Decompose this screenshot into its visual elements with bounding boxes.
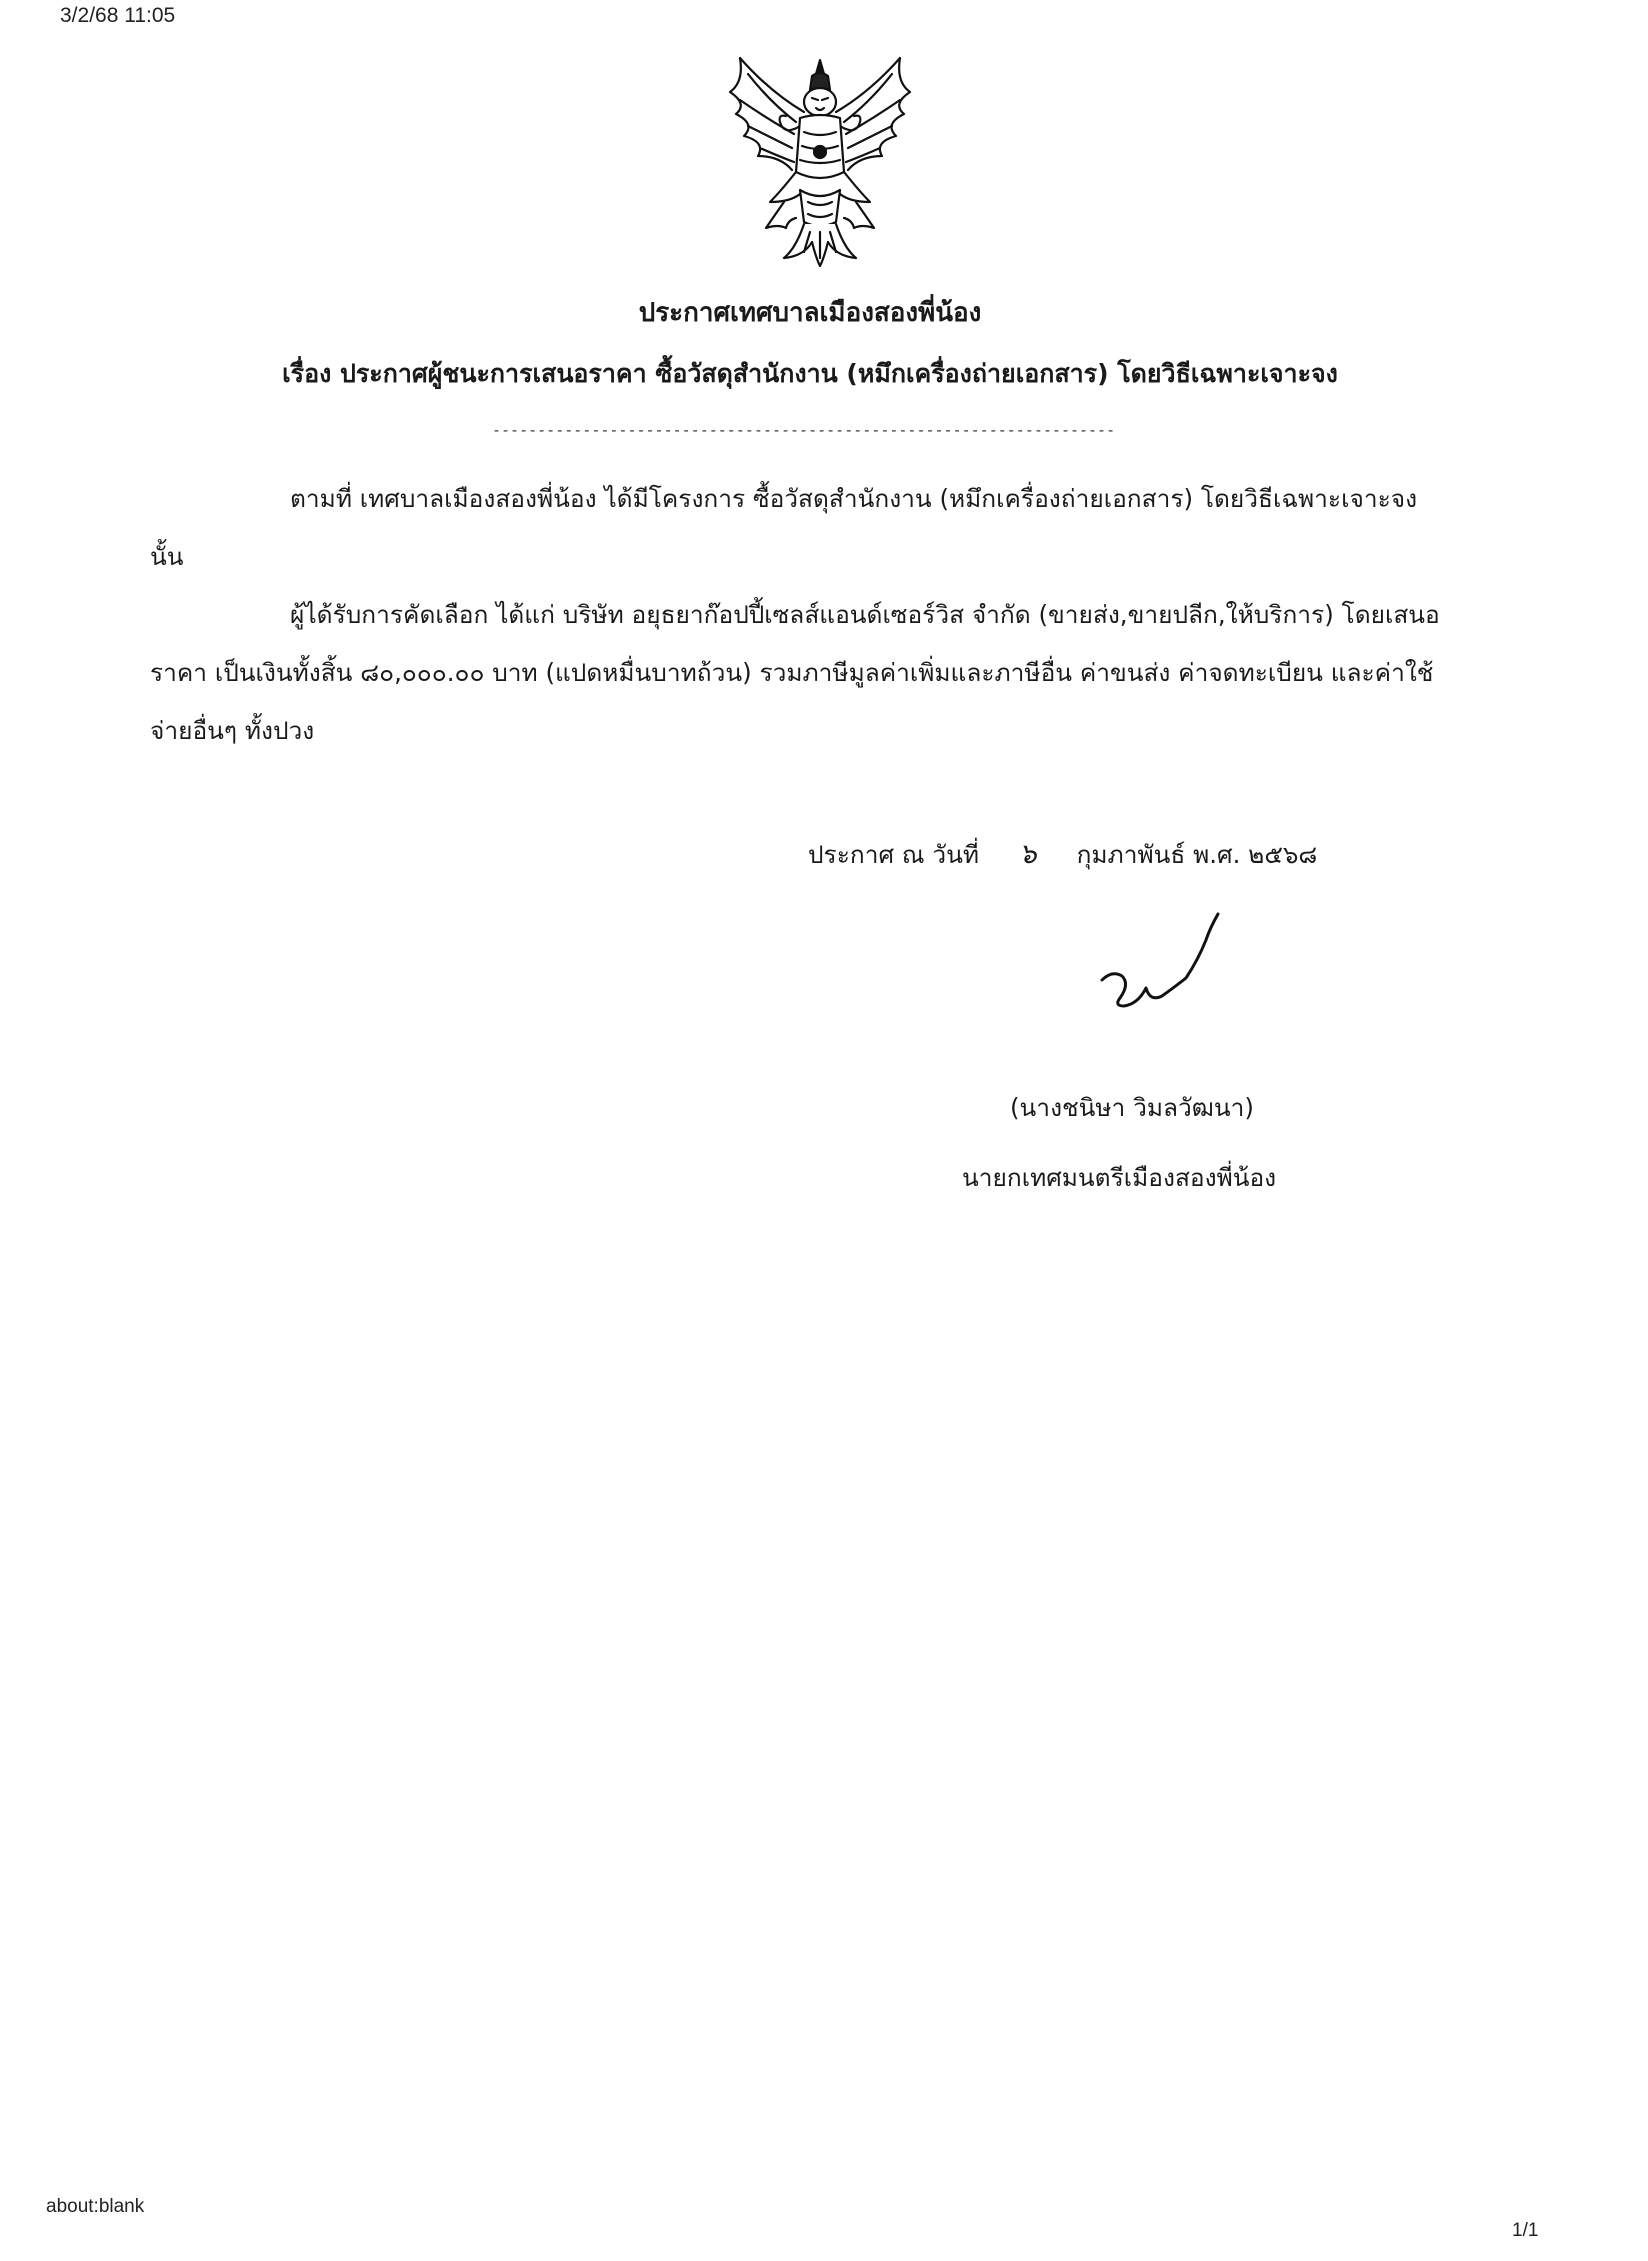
document-title: ประกาศเทศบาลเมืองสองพี่น้อง xyxy=(638,298,982,328)
garuda-emblem-icon xyxy=(700,52,940,292)
signer-name: (นางชนิษา วิมลวัฒนา) xyxy=(1010,1093,1254,1122)
paragraph-winner: ผู้ได้รับการคัดเลือก ได้แก่ บริษัท อยุธยาก๊อปปี้เซลส์แอนด์เซอร์วิส จำกัด (ขายส่ง,ขายปลีก,ให้บริการ) โดยเสนอราคา เป็นเงินทั้งสิ้น ๘๐,๐๐๐.๐๐ บาท (แปดหมื่นบาทถ้วน) รวมภาษีมูลค่าเพิ่มและภาษีอื่น ค่าขนส่ง ค่าจดทะเบียน และค่าใช้จ่ายอื่นๆ ทั้งปวง xyxy=(150,600,1440,745)
signer-position: นายกเทศมนตรีเมืองสองพี่น้อง xyxy=(962,1163,1277,1192)
announcement-date xyxy=(808,832,1317,876)
document-body xyxy=(150,470,1450,760)
document-subject: เรื่อง ประกาศผู้ชนะการเสนอราคา ซื้อวัสดุสำนักงาน (หมึกเครื่องถ่ายเอกสาร) โดยวิธีเฉพาะเจาะจง xyxy=(282,359,1338,388)
date-month-year: กุมภาพันธ์ พ.ศ. ๒๕๖๘ xyxy=(1076,840,1318,869)
print-page-number: 1/1 xyxy=(1512,2220,1539,2241)
divider-line: --------------------------------------------------------------------- xyxy=(492,421,1116,439)
date-day: ๖ xyxy=(1018,837,1037,870)
handwritten-signature xyxy=(1090,910,1240,1030)
paragraph-project: ตามที่ เทศบาลเมืองสองพี่น้อง ได้มีโครงการ ซื้อวัสดุสำนักงาน (หมึกเครื่องถ่ายเอกสาร) โดยวิธีเฉพาะเจาะจง นั้น xyxy=(150,484,1418,571)
print-timestamp: 3/2/68 11:05 xyxy=(60,4,176,27)
date-prefix: ประกาศ ณ วันที่ xyxy=(808,840,979,869)
print-footer-url: about:blank xyxy=(46,2196,145,2217)
